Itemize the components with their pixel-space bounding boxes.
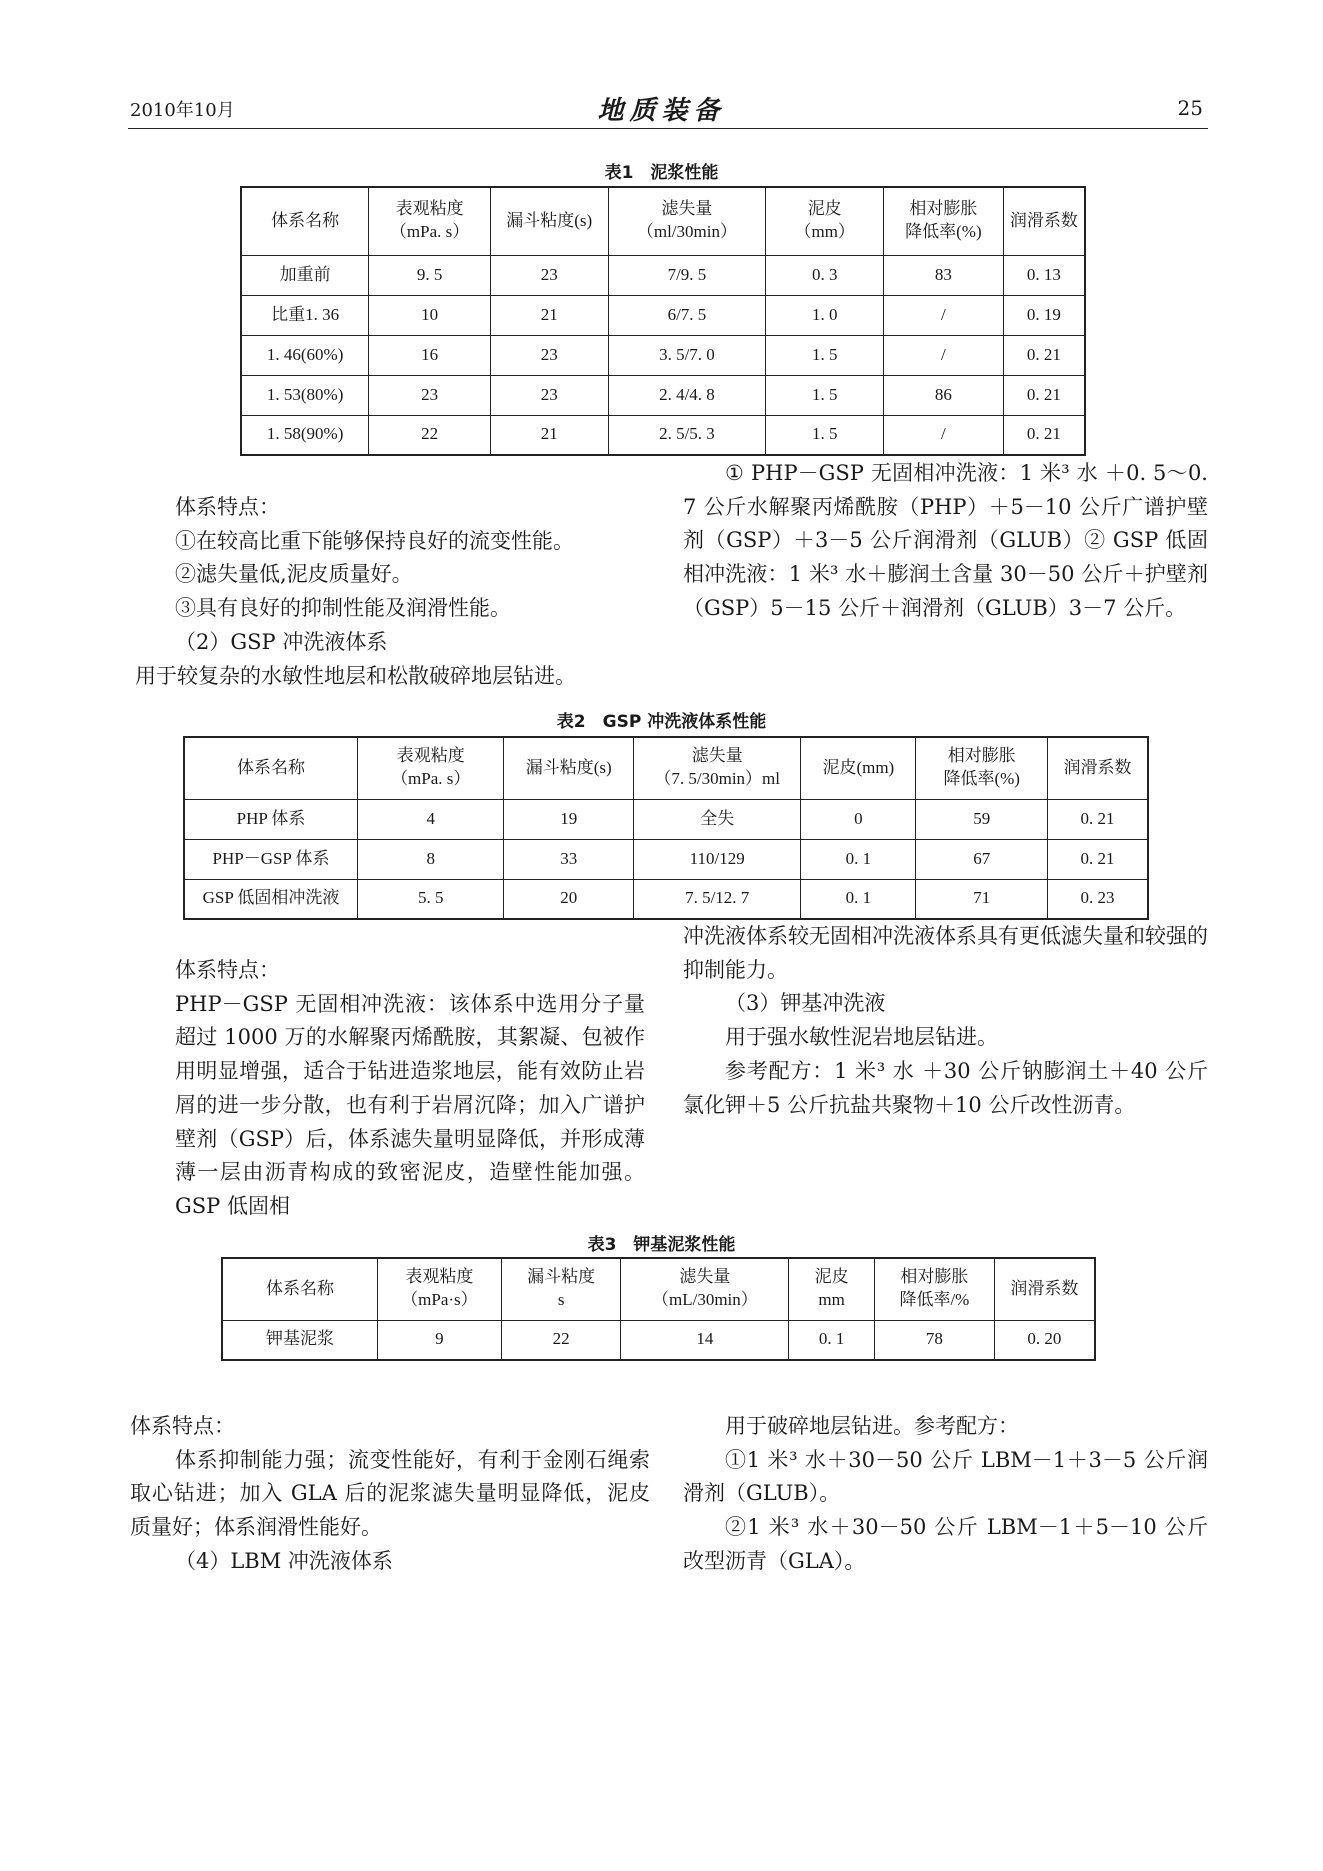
table-cell: 0. 21 — [1003, 415, 1085, 455]
table-cell: 1. 5 — [766, 415, 884, 455]
table-cell: 0. 19 — [1003, 295, 1085, 335]
feature-3: ③具有良好的抑制性能及润滑性能。 — [175, 596, 511, 621]
table-cell: 加重前 — [241, 255, 369, 295]
table-cell: 1. 46(60%) — [241, 335, 369, 375]
header-cell — [369, 187, 491, 255]
header-text: 漏斗粘度 — [527, 1267, 596, 1287]
header-text: 滤失量 — [691, 746, 743, 766]
features-heading-2: 体系特点： — [175, 958, 280, 982]
table-row — [241, 335, 1085, 375]
table3-caption: 表3 钾基泥浆性能 — [587, 1235, 736, 1255]
header-cell — [789, 1258, 875, 1320]
header-cell — [241, 187, 369, 255]
table2-caption: 表2 GSP 冲洗液体系性能 — [556, 712, 767, 732]
table-cell: 23 — [490, 335, 608, 375]
table-header-row — [241, 187, 1085, 255]
table-cell: 7/9. 5 — [608, 255, 766, 295]
header-text: 泥皮 — [814, 1267, 849, 1287]
table-cell: 1. 58(90%) — [241, 415, 369, 455]
lbm-usage: 用于破碎地层钻进。参考配方： — [725, 1414, 1019, 1438]
section2-left — [175, 954, 645, 1224]
header-text: 体系名称 — [237, 757, 306, 777]
table-cell: 20 — [504, 879, 634, 919]
section2-right — [683, 920, 1208, 1122]
subsection-intro: 用于较复杂的水敏性地层和松散破碎地层钻进。 — [135, 663, 576, 688]
header-cell — [378, 1258, 502, 1320]
gsp-continuation: 冲洗液体系较无固相冲洗液体系具有更低滤失量和较强的抑制能力。 — [683, 924, 1208, 982]
table-row — [241, 295, 1085, 335]
header-cell — [222, 1258, 378, 1320]
section1-left — [135, 491, 645, 693]
table-row — [241, 255, 1085, 295]
formula-paragraph: ① PHP－GSP 无固相冲洗液：1 米³ 水 ＋0. 5～0. 7 公斤水解聚丙烯酰胺（PHP）＋5－10 公斤广谱护壁剂（GSP）＋3－5 公斤润滑剂（GLUB）② GSP 低固相冲洗液：1 米³ 水＋膨润土含量 30－50 公斤＋护壁剂（GSP）5－15 公斤＋润滑剂（GLUB）3－7 公斤。 — [683, 461, 1208, 620]
table1-caption: 表1 泥浆性能 — [604, 163, 719, 183]
table-header-row — [184, 737, 1148, 799]
table-cell: 钾基泥浆 — [222, 1320, 378, 1360]
header-rule — [128, 128, 1208, 129]
header-cell — [801, 737, 916, 799]
header-text: 表观粘度 — [395, 199, 464, 219]
table-cell: 3. 5/7. 0 — [608, 335, 766, 375]
table-cell: PHP 体系 — [184, 799, 358, 839]
subsection-heading: （2）GSP 冲洗液体系 — [175, 629, 388, 654]
table-cell: 6/7. 5 — [608, 295, 766, 335]
potassium-features: 体系抑制能力强；流变性能好，有利于金刚石绳索取心钻进；加入 GLA 后的泥浆滤失量明显降低，泥皮质量好；体系润滑性能好。 — [130, 1447, 650, 1540]
table-row — [222, 1320, 1095, 1360]
table-cell: 0. 21 — [1048, 799, 1148, 839]
table-cell: 23 — [490, 375, 608, 415]
header-text: （mL/30min） — [651, 1290, 758, 1310]
table-cell: 0. 3 — [766, 255, 884, 295]
header-text: 降低率(%) — [943, 769, 1020, 789]
header-text: 滤失量 — [679, 1267, 731, 1287]
table-cell: 1. 5 — [766, 335, 884, 375]
table-cell: 78 — [875, 1320, 995, 1360]
table-cell: 0. 21 — [1003, 335, 1085, 375]
table-header-row — [222, 1258, 1095, 1320]
table-cell: 83 — [884, 255, 1004, 295]
table-cell: 1. 5 — [766, 375, 884, 415]
header-text: （mPa·s） — [401, 1290, 478, 1310]
table-cell: 33 — [504, 839, 634, 879]
header-text: 相对膨胀 — [909, 199, 978, 219]
table-cell: 23 — [490, 255, 608, 295]
table-cell: 5. 5 — [358, 879, 504, 919]
table-cell: 2. 5/5. 3 — [608, 415, 766, 455]
table-cell: 86 — [884, 375, 1004, 415]
header-cell — [490, 187, 608, 255]
table-cell: 110/129 — [634, 839, 801, 879]
header-cell — [621, 1258, 789, 1320]
features-heading-3: 体系特点： — [130, 1414, 235, 1438]
table-cell: 0. 1 — [789, 1320, 875, 1360]
table-cell: 0. 13 — [1003, 255, 1085, 295]
header-cell — [875, 1258, 995, 1320]
header-text: 体系名称 — [266, 1278, 334, 1298]
table-cell: PHP－GSP 体系 — [184, 839, 358, 879]
header-cell — [634, 737, 801, 799]
table-cell: 10 — [369, 295, 491, 335]
table-cell: 9. 5 — [369, 255, 491, 295]
header-text: （mPa. s） — [391, 769, 471, 789]
table-cell: 21 — [490, 415, 608, 455]
table-cell: / — [884, 415, 1004, 455]
section1-right — [683, 457, 1208, 626]
page-number: 25 — [1177, 96, 1203, 120]
table-cell: 7. 5/12. 7 — [634, 879, 801, 919]
header-cell — [501, 1258, 621, 1320]
header-text: 相对膨胀 — [947, 746, 1016, 766]
header-text: （mPa. s） — [389, 222, 470, 242]
header-cell — [766, 187, 884, 255]
table3 — [221, 1257, 1096, 1361]
header-text: 降低率(%) — [905, 222, 982, 242]
journal-title: 地质装备 — [597, 96, 726, 126]
potassium-formula: 参考配方：1 米³ 水 ＋30 公斤钠膨润土＋40 公斤氯化钾＋5 公斤抗盐共聚物＋10 公斤改性沥青。 — [683, 1058, 1208, 1117]
header-cell — [608, 187, 766, 255]
header-text: 泥皮(mm) — [822, 757, 895, 777]
table-cell: 67 — [916, 839, 1048, 879]
header-text: 漏斗粘度(s) — [525, 757, 612, 777]
table2 — [183, 736, 1149, 920]
header-text: 降低率/% — [899, 1290, 970, 1310]
header-cell — [358, 737, 504, 799]
table-cell: 8 — [358, 839, 504, 879]
table-cell: 19 — [504, 799, 634, 839]
table-cell: 4 — [358, 799, 504, 839]
table-cell: 21 — [490, 295, 608, 335]
lbm-formula-1: ①1 米³ 水＋30－50 公斤 LBM－1＋3－5 公斤润滑剂（GLUB）。 — [683, 1447, 1208, 1506]
table-cell: 22 — [369, 415, 491, 455]
header-text: 滤失量 — [661, 199, 713, 219]
header-text: 体系名称 — [271, 210, 340, 230]
section3-right — [683, 1410, 1208, 1579]
table-row — [184, 839, 1148, 879]
header-text: 泥皮 — [807, 199, 842, 219]
table-cell: / — [884, 335, 1004, 375]
section3-left — [130, 1410, 650, 1579]
table-cell: 14 — [621, 1320, 789, 1360]
header-cell — [184, 737, 358, 799]
header-cell — [504, 737, 634, 799]
header-cell — [1003, 187, 1085, 255]
lbm-heading: （4）LBM 冲洗液体系 — [175, 1548, 393, 1573]
table-cell: 0 — [801, 799, 916, 839]
header-text: 表观粘度 — [405, 1267, 474, 1287]
header-cell — [916, 737, 1048, 799]
table-cell: 23 — [369, 375, 491, 415]
table-cell: 1. 53(80%) — [241, 375, 369, 415]
header-text: （mm） — [794, 222, 855, 242]
table-cell: 0. 20 — [994, 1320, 1095, 1360]
table-row — [241, 415, 1085, 455]
table-cell: 59 — [916, 799, 1048, 839]
potassium-heading: （3）钾基冲洗液 — [725, 991, 886, 1016]
table-cell: 0. 21 — [1048, 839, 1148, 879]
table-cell: 9 — [378, 1320, 502, 1360]
feature-1: ①在较高比重下能够保持良好的流变性能。 — [175, 528, 574, 553]
issue-date: 2010年10月 — [130, 100, 235, 121]
table-row — [184, 879, 1148, 919]
table-cell: 0. 1 — [801, 879, 916, 919]
header-cell — [1048, 737, 1148, 799]
potassium-usage: 用于强水敏性泥岩地层钻进。 — [725, 1025, 998, 1050]
header-text: 润滑系数 — [1009, 210, 1078, 230]
header-text: 润滑系数 — [1010, 1278, 1079, 1298]
header-text: s — [557, 1290, 565, 1310]
php-gsp-paragraph: PHP－GSP 无固相冲洗液：该体系中选用分子量超过 1000 万的水解聚丙烯酰胺，其絮凝、包被作用明显增强，适合于钻进造浆地层，能有效防止岩屑的进一步分散，也有利于岩屑沉降；加入广谱护壁剂（GSP）后，体系滤失量明显降低，并形成薄薄一层由沥青构成的致密泥皮，造壁性能加强。GSP 低固相 — [175, 991, 645, 1218]
table1 — [240, 186, 1086, 456]
table-cell: GSP 低固相冲洗液 — [184, 879, 358, 919]
header-text: 表观粘度 — [396, 746, 465, 766]
header-text: 漏斗粘度(s) — [506, 210, 593, 230]
header-text: 润滑系数 — [1063, 757, 1132, 777]
lbm-formula-2: ②1 米³ 水＋30－50 公斤 LBM－1＋5－10 公斤改型沥青（GLA）。 — [683, 1515, 1208, 1573]
table-cell: 16 — [369, 335, 491, 375]
header-text: （7. 5/30min）ml — [654, 769, 781, 789]
header-cell — [884, 187, 1004, 255]
table-cell: / — [884, 295, 1004, 335]
table-cell: 71 — [916, 879, 1048, 919]
table-cell: 2. 4/4. 8 — [608, 375, 766, 415]
table-cell: 22 — [501, 1320, 621, 1360]
features-heading: 体系特点： — [175, 495, 280, 519]
table-row — [241, 375, 1085, 415]
header-cell — [994, 1258, 1095, 1320]
table-cell: 0. 1 — [801, 839, 916, 879]
table-cell: 比重1. 36 — [241, 295, 369, 335]
table-row — [184, 799, 1148, 839]
table-cell: 1. 0 — [766, 295, 884, 335]
header-text: （ml/30min） — [636, 222, 737, 242]
table-cell: 0. 23 — [1048, 879, 1148, 919]
feature-2: ②滤失量低,泥皮质量好。 — [175, 562, 413, 587]
table-cell: 全失 — [634, 799, 801, 839]
header-text: mm — [818, 1290, 845, 1310]
table-cell: 0. 21 — [1003, 375, 1085, 415]
header-text: 相对膨胀 — [900, 1267, 969, 1287]
